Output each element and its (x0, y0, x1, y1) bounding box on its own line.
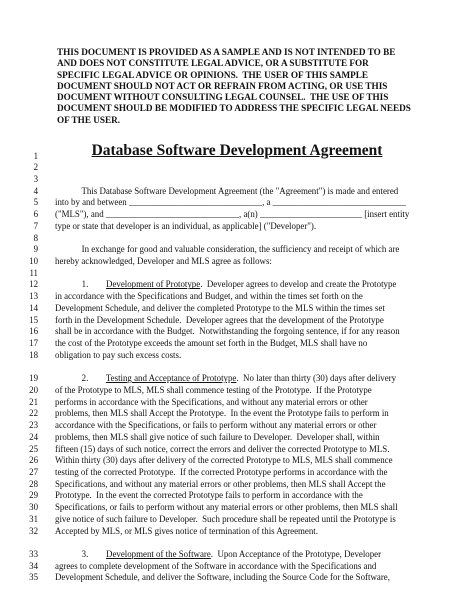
line-text-lead: 3. (55, 548, 107, 559)
numbered-line (0, 490, 474, 501)
numbered-line (0, 444, 474, 455)
line-text: accordance with the Specifications, or fails to perform without any material errors or other (55, 420, 377, 431)
numbered-line (0, 244, 474, 255)
line-text: ("MLS"), and ______________________________, a(n) _______________________ [insert entity (55, 209, 410, 220)
line-text: In exchange for good and valuable consideration, the sufficiency and receipt of which are (55, 244, 400, 255)
line-text: This Database Software Development Agreement (the "Agreement") is made and entered (55, 185, 399, 196)
line-number: 21 (29, 396, 38, 407)
line-text: testing of the corrected Prototype. If the corrected Prototype performs in accordance with the (55, 466, 388, 477)
numbered-line (0, 361, 474, 372)
numbered-line (0, 373, 474, 384)
disclaimer-line: DOCUMENT SHOULD BE MODIFIED TO ADDRESS THE SPECIFIC LEGAL NEEDS (57, 103, 411, 114)
line-text: fifteen (15) days of such notice, correct the errors and deliver the corrected Prototype to MLS. (55, 443, 390, 454)
line-number: 22 (29, 408, 38, 419)
line-number: 15 (29, 314, 38, 325)
line-text: Specifications, and without any material errors or other problems, then MLS shall Accept the (55, 478, 386, 489)
disclaimer-line: OF THE USER. (57, 114, 121, 125)
numbered-line (0, 338, 474, 349)
numbered-line (0, 151, 474, 162)
line-text: Within thirty (30) days after delivery of the corrected Prototype to MLS, MLS shall commence (55, 455, 393, 466)
line-text: performs in accordance with the Specifications, and without any material errors or other (55, 396, 368, 407)
line-text: in accordance with the Specifications and Budget, and within the times set forth on the (55, 291, 363, 302)
numbered-line (0, 408, 474, 419)
line-number: 30 (29, 502, 38, 513)
numbered-line (0, 279, 474, 290)
line-text: into by and between ______________________________, a ______________________________ (55, 197, 406, 208)
numbered-line (0, 561, 474, 572)
line-number: 12 (29, 279, 38, 290)
numbered-line (0, 397, 474, 408)
line-text (55, 279, 396, 290)
line-text: agrees to complete development of the Software in accordance with the Specifications and (55, 560, 377, 571)
section-heading: Testing and Acceptance of Prototype (105, 373, 237, 384)
numbered-line (0, 526, 474, 537)
numbered-line (0, 315, 474, 326)
line-text: of the Prototype to MLS, MLS shall commence testing of the Prototype. If the Prototype (55, 384, 372, 395)
line-text: forth in the Development Schedule. Developer agrees that the development of the Prototype (55, 314, 384, 325)
line-number: 2 (33, 162, 38, 173)
numbered-line (0, 432, 474, 443)
line-number: 8 (33, 232, 38, 243)
numbered-line (0, 326, 474, 337)
numbered-line (0, 572, 474, 583)
line-number: 23 (29, 420, 38, 431)
disclaimer-line: DOCUMENT WITHOUT CONSULTING LEGAL COUNSEL. THE USE OF THIS (57, 92, 389, 103)
line-text: type or state that developer is an individual, as applicable] ("Developer"). (55, 220, 317, 231)
disclaimer-line: AND DOES NOT CONSTITUTE LEGAL ADVICE, OR A SUBSTITUTE FOR (57, 58, 369, 69)
line-text: Development Schedule, and deliver the Software, including the Source Code for the Software, (55, 572, 390, 583)
line-number: 14 (29, 302, 38, 313)
line-text: hereby acknowledged, Developer and MLS agree as follows: (55, 255, 272, 266)
line-number: 13 (29, 291, 38, 302)
numbered-line (0, 186, 474, 197)
line-number: 31 (29, 513, 38, 524)
numbered-line (0, 455, 474, 466)
section-heading: Development of Prototype (106, 279, 201, 290)
numbered-line (0, 256, 474, 267)
line-number: 16 (29, 326, 38, 337)
line-number: 26 (29, 455, 38, 466)
numbered-line (0, 197, 474, 208)
numbered-line (0, 291, 474, 302)
line-text: Development Schedule, and deliver the completed Prototype to the MLS within the times set (55, 302, 385, 313)
numbered-line (0, 420, 474, 431)
line-text: shall be in accordance with the Budget. Notwithstanding the forgoing sentence, if for any reason (55, 326, 400, 337)
numbered-line (0, 303, 474, 314)
disclaimer-block (57, 47, 427, 126)
numbered-line (0, 514, 474, 525)
numbered-line (0, 502, 474, 513)
line-number: 18 (29, 349, 38, 360)
line-number: 19 (29, 373, 38, 384)
numbered-line (0, 221, 474, 232)
line-number: 34 (29, 560, 38, 571)
numbered-line (0, 385, 474, 396)
line-text: problems, then MLS shall Accept the Prototype. In the event the Prototype fails to perform in (55, 408, 389, 419)
numbered-line (0, 537, 474, 548)
numbered-line (0, 350, 474, 361)
line-number: 10 (29, 255, 38, 266)
numbered-line (0, 479, 474, 490)
disclaimer-line: DOCUMENT SHOULD NOT ACT OR REFRAIN FROM ACTING, OR USE THIS (57, 80, 388, 91)
line-number: 9 (33, 244, 38, 255)
line-number: 32 (29, 525, 38, 536)
line-text-rest: . Developer agrees to develop and create the Prototype (200, 279, 397, 290)
line-number: 28 (29, 478, 38, 489)
line-number: 17 (29, 338, 38, 349)
line-text-lead: 2. (55, 373, 106, 384)
disclaimer-line: THIS DOCUMENT IS PROVIDED AS A SAMPLE AND IS NOT INTENDED TO BE (57, 47, 396, 57)
numbered-line (0, 467, 474, 478)
line-number: 3 (33, 173, 38, 184)
line-number: 5 (33, 197, 38, 208)
line-text: Specifications, or fails to perform without any material errors or other problems, then MLS shall (55, 502, 398, 513)
line-number: 29 (29, 490, 38, 501)
line-text: give notice of such failure to Developer. Such procedure shall be repeated until the Prototype is (55, 513, 396, 524)
line-text: the cost of the Prototype exceeds the amount set forth in the Budget, MLS shall have no (55, 338, 368, 349)
line-text-rest: . No later than thirty (30) days after delivery (236, 373, 397, 384)
line-text: obligation to pay such excess costs. (55, 349, 182, 360)
document-title: Database Software Development Agreement (91, 142, 383, 159)
numbered-line (0, 209, 474, 220)
line-text: Prototype. In the event the corrected Prototype fails to perform in accordance with the (55, 490, 363, 501)
line-text (55, 373, 396, 384)
line-number: 35 (29, 572, 38, 583)
line-number: 1 (33, 150, 38, 161)
numbered-line (0, 233, 474, 244)
line-number: 7 (33, 220, 38, 231)
line-number: 27 (29, 466, 38, 477)
line-number: 33 (29, 548, 38, 559)
line-text-lead: 1. (55, 279, 107, 290)
line-number: 24 (29, 431, 38, 442)
section-heading: Development of the Software (106, 548, 211, 559)
disclaimer-line: SPECIFIC LEGAL ADVICE OR OPINIONS. THE USER OF THIS SAMPLE (57, 69, 368, 80)
line-text-rest: . Upon Acceptance of the Prototype, Developer (210, 548, 382, 559)
line-number: 25 (29, 443, 38, 454)
line-number: 4 (33, 185, 38, 196)
line-number: 20 (29, 384, 38, 395)
numbered-line (0, 549, 474, 560)
line-text: problems, then MLS shall give notice of such failure to Developer. Developer shall, within (55, 431, 380, 442)
numbered-line (0, 162, 474, 173)
numbered-line (0, 174, 474, 185)
line-number: 11 (29, 267, 38, 278)
line-text (55, 549, 381, 560)
line-text: Accepted by MLS, or MLS gives notice of termination of this Agreement. (55, 525, 318, 536)
line-number: 6 (33, 209, 38, 220)
numbered-line (0, 268, 474, 279)
